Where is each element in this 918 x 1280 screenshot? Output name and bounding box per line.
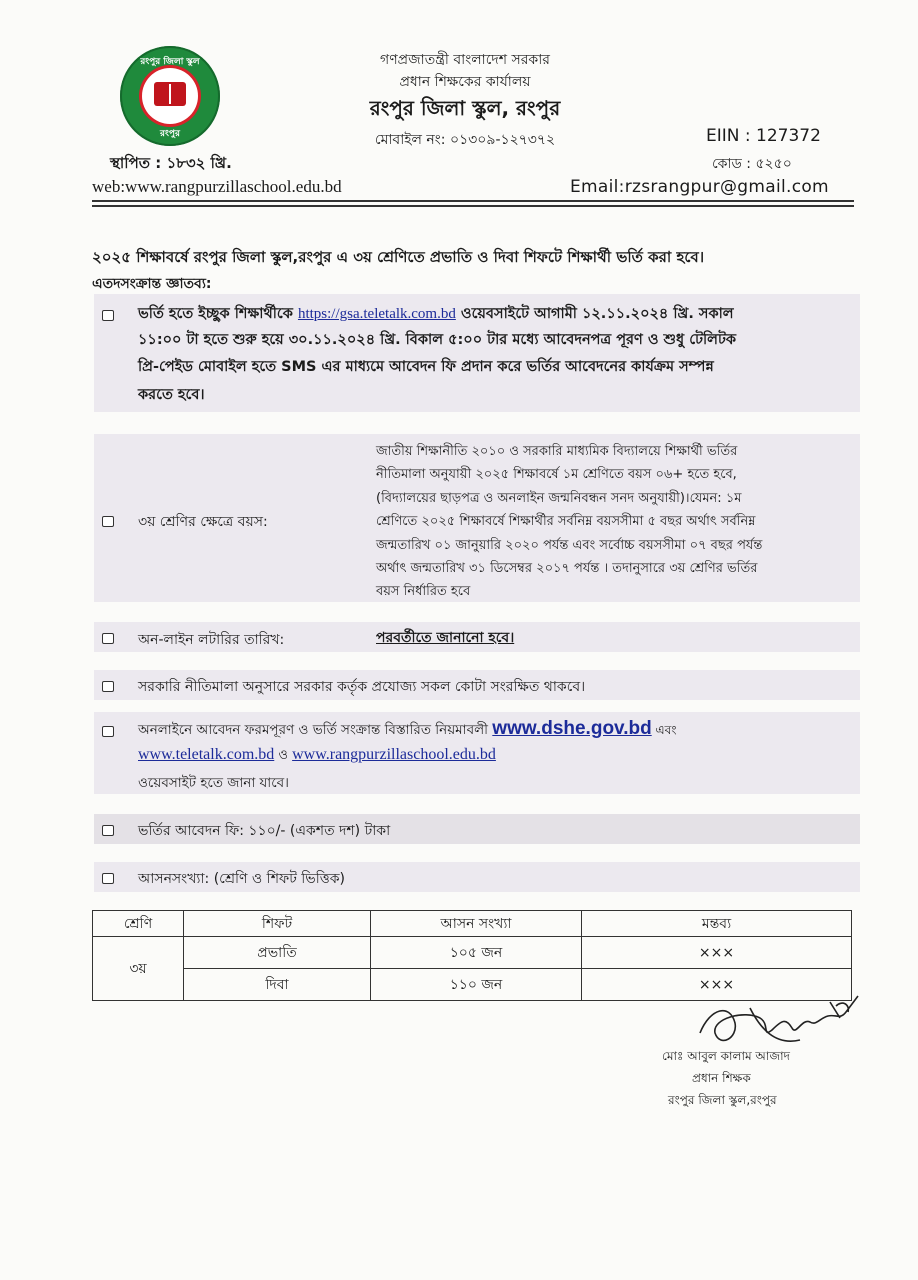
logo-text-top: রংপুর জিলা স্কুল <box>140 57 200 67</box>
checkbox-icon <box>102 873 114 884</box>
checkbox-icon <box>102 726 114 737</box>
fee-text: ভর্তির আবেদন ফি: ১১০/- (একশত দশ) টাকা <box>138 823 391 839</box>
item-application-line3: প্রি-পেইড মোবাইল হতে SMS এর মাধ্যমে আবেদন ফি প্রদান করে ভর্তির আবেদনের কার্যক্রম সম্পন্ন <box>138 359 714 375</box>
cell-class: ৩য় <box>93 937 184 1001</box>
col-seats: আসন সংখ্যা <box>371 911 582 937</box>
lottery-value: পরবর্তীতে জানানো হবে। <box>376 630 515 646</box>
mobile-number: মোবাইল নং: ০১৩০৯-১২৭৩৭২ <box>374 132 556 148</box>
principal-name: মোঃ আবুল কালাম আজাদ <box>662 1049 790 1063</box>
item-application-line1: ভর্তি হতে ইচ্ছুক শিক্ষার্থীকে https://gsa.teletalk.com.bd ওয়েবসাইটে আগামী ১২.১১.২০২৪ খ্রি. সকাল <box>138 306 734 322</box>
quota-text: সরকারি নীতিমালা অনুসারে সরকার কর্তৃক প্রযোজ্য সকল কোটা সংরক্ষিত থাকবে। <box>138 679 586 695</box>
seats-label: আসনসংখ্যা: (শ্রেণি ও শিফট ভিত্তিক) <box>138 871 345 887</box>
rangpurzillaschool-link[interactable]: www.rangpurzillaschool.edu.bd <box>292 746 496 763</box>
principal-title: প্রধান শিক্ষক <box>692 1071 751 1085</box>
table-header-row <box>93 911 852 937</box>
checkbox-icon <box>102 310 114 321</box>
age-label: ৩য় শ্রেণির ক্ষেত্রে বয়স: <box>138 514 268 530</box>
book-icon <box>154 82 186 106</box>
cell-remark: ××× <box>582 937 852 969</box>
logo-emblem <box>142 68 198 124</box>
notice-intro: ২০২৫ শিক্ষাবর্ষে রংপুর জিলা স্কুল,রংপুর এ ৩য় শ্রেণিতে প্রভাতি ও দিবা শিফটে শিক্ষার্থী ভর্তি করা হবে। <box>92 248 705 266</box>
dshe-link[interactable]: www.dshe.gov.bd <box>492 718 652 739</box>
logo-text-bottom: রংপুর <box>160 129 180 139</box>
gov-line: গণপ্রজাতন্ত্রী বাংলাদেশ সরকার <box>380 52 550 68</box>
age-details: জাতীয় শিক্ষানীতি ২০১০ ও সরকারি মাধ্যমিক বিদ্যালয়ে শিক্ষার্থী ভর্তির নীতিমালা অনুযায়ী ২০২৫ শিক্ষাবর্ষে ১ম শ্রেণিতে বয়স ০৬+ হতে হবে, (বিদ্যালয়ের ছাড়পত্র ও অনলাইন জন্মনিবন্ধন সনদ অনুযায়ী)।যেমন: ১ম শ্রেণিতে ২০২৫ শিক্ষাবর্ষে শিক্ষার্থীর সর্বনিম্ন বয়সসীমা ৫ বছর অর্থাৎ সর্বনিম্ন জন্মতারিখ ০১ জানুয়ারি ২০২০ পর্যন্ত এবং সর্বোচ্চ বয়সসীমা ০৭ বছর পর্যন্ত অর্থাৎ জন্মতারিখ ৩১ ডিসেম্বর ২০১৭ পর্যন্ত । তদানুসারে ৩য় শ্রেণির ভর্তির বয়স নির্ধারিত হবে <box>376 444 763 600</box>
col-class: শ্রেণি <box>93 911 184 937</box>
item-application-line2: ১১:০০ টা হতে শুরু হয়ে ৩০.১১.২০২৪ খ্রি. বিকাল ৫:০০ টার মধ্যে আবেদনপত্র পূরণ ও শুধু টেলিটক <box>138 332 736 348</box>
notice-subhead: এতদসংক্রান্ত জ্ঞাতব্য: <box>92 276 212 292</box>
col-remark: মন্তব্য <box>582 911 852 937</box>
principal-school: রংপুর জিলা স্কুল,রংপুর <box>668 1093 777 1107</box>
cell-seats: ১০৫ জন <box>371 937 582 969</box>
rules-line2: www.teletalk.com.bd ও www.rangpurzillaschool.edu.bd <box>138 746 496 763</box>
school-code: কোড : ৫২৫০ <box>712 156 792 172</box>
email: Email:rzsrangpur@gmail.com <box>570 177 829 197</box>
cell-remark: ××× <box>582 969 852 1001</box>
website: web:www.rangpurzillaschool.edu.bd <box>92 177 342 196</box>
col-shift: শিফট <box>184 911 371 937</box>
checkbox-icon <box>102 633 114 644</box>
school-logo <box>120 46 220 146</box>
rules-line1: অনলাইনে আবেদন ফরমপূরণ ও ভর্তি সংক্রান্ত বিস্তারিত নিয়মাবলী www.dshe.gov.bd এবং <box>138 718 677 739</box>
eiin: EIIN : 127372 <box>706 126 821 146</box>
cell-shift: প্রভাতি <box>184 937 371 969</box>
checkbox-icon <box>102 681 114 692</box>
checkbox-icon <box>102 825 114 836</box>
teletalk-link[interactable]: www.teletalk.com.bd <box>138 746 275 763</box>
checkbox-icon <box>102 516 114 527</box>
gsa-teletalk-link[interactable]: https://gsa.teletalk.com.bd <box>297 306 456 322</box>
header-divider <box>92 200 854 202</box>
header-divider-2 <box>92 205 854 207</box>
table-row <box>93 937 852 969</box>
rules-line3: ওয়েবসাইট হতে জানা যাবে। <box>138 775 289 791</box>
item-application-line4: করতে হবে। <box>138 387 205 403</box>
cell-shift: দিবা <box>184 969 371 1001</box>
cell-seats: ১১০ জন <box>371 969 582 1001</box>
established: স্থাপিত : ১৮৩২ খ্রি. <box>110 154 232 172</box>
lottery-label: অন-লাইন লটারির তারিখ: <box>138 632 285 648</box>
school-name: রংপুর জিলা স্কুল, রংপুর <box>369 96 561 120</box>
office-line: প্রধান শিক্ষকের কার্যালয় <box>399 74 531 90</box>
